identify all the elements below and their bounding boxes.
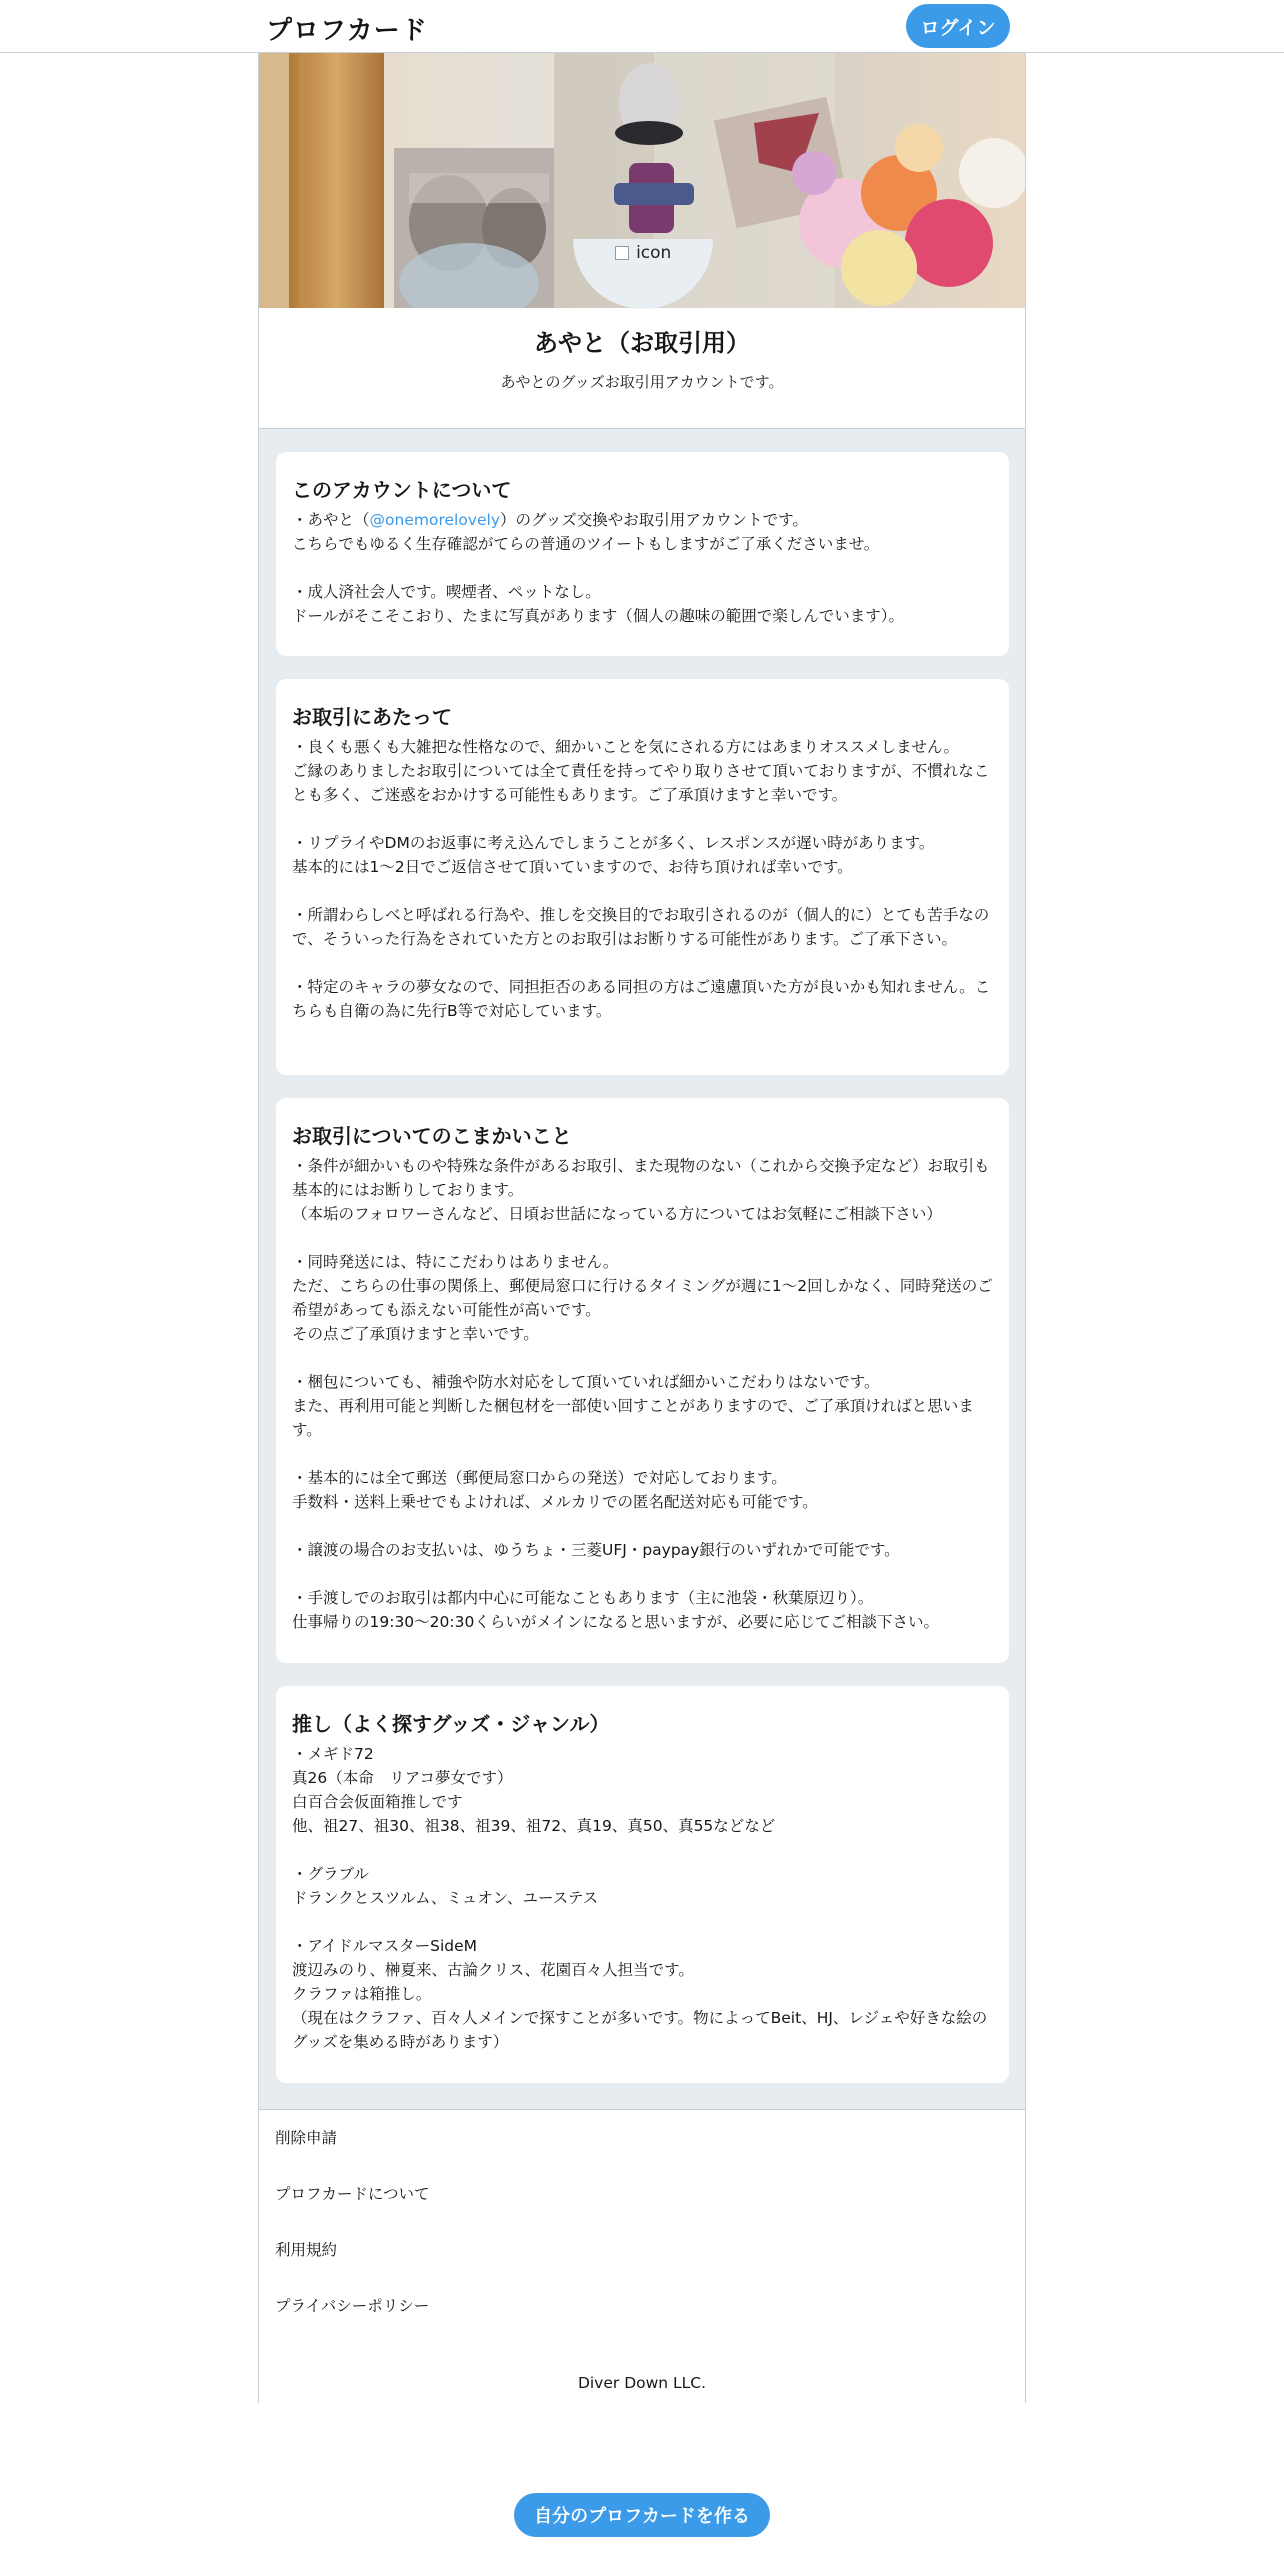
broken-image-icon xyxy=(615,246,629,260)
mention-link[interactable]: @onemorelovely xyxy=(369,511,500,529)
section-card xyxy=(276,1098,1009,1663)
profile-card-column xyxy=(258,53,1026,2403)
footer-link-privacy[interactable]: プライバシーポリシー xyxy=(275,2297,430,2315)
login-button[interactable]: ログイン xyxy=(906,4,1010,48)
avatar-alt-text: icon xyxy=(636,243,672,263)
section-card xyxy=(276,1686,1009,2083)
section-title: 推し（よく探すグッズ・ジャンル） xyxy=(292,1712,610,1736)
section-card xyxy=(276,679,1009,1075)
section-title: お取引についてのこまかいこと xyxy=(292,1124,572,1148)
footer-link-terms[interactable]: 利用規約 xyxy=(275,2241,338,2259)
section-body: ・良くも悪くも大雑把な性格なので、細かいことを気にされる方にはあまりオススメしません。 ご縁のありましたお取引については全て責任を持ってやり取りさせて頂いておりますが、不慣れなことも多く、ご迷惑をおかけする可能性もあります。ご了承頂けますと幸いです。 ・リプライやDMのお返事に考え込んでしまうことが多く、レスポンスが遅い時があります。 基本的には1〜2日でご返信させて頂いていますので、お待ち頂ければ幸いです。 ・所謂わらしべと呼ばれる行為や、推しを交換目的でお取引されるのが（個人的に）とても苦手なので、そういった行為をされていた方とのお取引はお断りする可能性があります。ご了承下さい。 ・特定のキャラの夢女なので、同担拒否のある同担の方はご遠慮頂いた方が良いかも知れません。こちらも自衛の為に先行B等で対応しています。 xyxy=(292,738,991,1020)
company-name: Diver Down LLC. xyxy=(577,2374,707,2392)
top-bar xyxy=(0,0,1284,53)
section-body: ・条件が細かいものや特殊な条件があるお取引、また現物のない（これから交換予定など）お取引も基本的にはお断りしております。 （本垢のフォロワーさんなど、日頃お世話になっている方についてはお気軽にご相談下さい） ・同時発送には、特にこだわりはありません。 ただ、こちらの仕事の関係上、郵便局窓口に行けるタイミングが週に1〜2回しかなく、同時発送のご希望があっても添えない可能性が高いです。 その点ご了承頂けますと幸いです。 ・梱包についても、補強や防水対応をして頂いていれば細かいこだわりはないです。 また、再利用可能と判断した梱包材を一部使い回すことがありますので、ご了承頂ければと思います。 ・基本的には全て郵送（郵便局窓口からの発送）で対応しております。 手数料・送料上乗せでもよければ、メルカリでの匿名配送対応も可能です。 ・譲渡の場合のお支払いは、ゆうちょ・三菱UFJ・paypay銀行のいずれかで可能です。 ・手渡しでのお取引は都内中心に可能なこともあります（主に池袋・秋葉原辺り）。 仕事帰りの19:30〜20:30くらいがメインになると思いますが、必要に応じてご相談下さい。 xyxy=(292,1157,993,1631)
site-logo[interactable]: プロフカード xyxy=(266,16,428,46)
section-title: このアカウントについて xyxy=(292,478,512,502)
footer-link-about[interactable]: プロフカードについて xyxy=(275,2185,430,2203)
section-body: ・メギド72 真26（本命 リアコ夢女です） 白百合会仮面箱推しです 他、祖27、祖30、祖38、祖39、祖72、真19、真50、真55などなど ・グラブル ドランクとスツルム、ミュオン、ユーステス ・アイドルマスターSideM 渡辺みのり、榊夏来、古論クリス、花園百々人担当です。 クラファは箱推し。 （現在はクラファ、百々人メインで探すことが多いです。物によってBeit、HJ、レジェや好きな絵のグッズを集める時があります） xyxy=(292,1745,988,2051)
section-card xyxy=(276,452,1009,656)
footer-link-deletion-request[interactable]: 削除申請 xyxy=(275,2129,338,2147)
sections-area xyxy=(259,428,1025,2110)
profile-name: あやと（お取引用） xyxy=(534,329,750,357)
profile-description: あやとのグッズお取引用アカウントです。 xyxy=(500,373,784,391)
section-title: お取引にあたって xyxy=(292,705,452,729)
section-body: ・あやと（@onemorelovely）のグッズ交換やお取引用アカウントです。 こちらでもゆるく生存確認がてらの普通のツイートもしますがご了承くださいませ。 ・成人済社会人です。喫煙者、ペットなし。 ドールがそこそこおり、たまに写真があります（個人の趣味の範囲で楽しんでいます）。 xyxy=(292,511,904,625)
create-profile-card-button[interactable]: 自分のプロフカードを作る xyxy=(514,2493,770,2537)
